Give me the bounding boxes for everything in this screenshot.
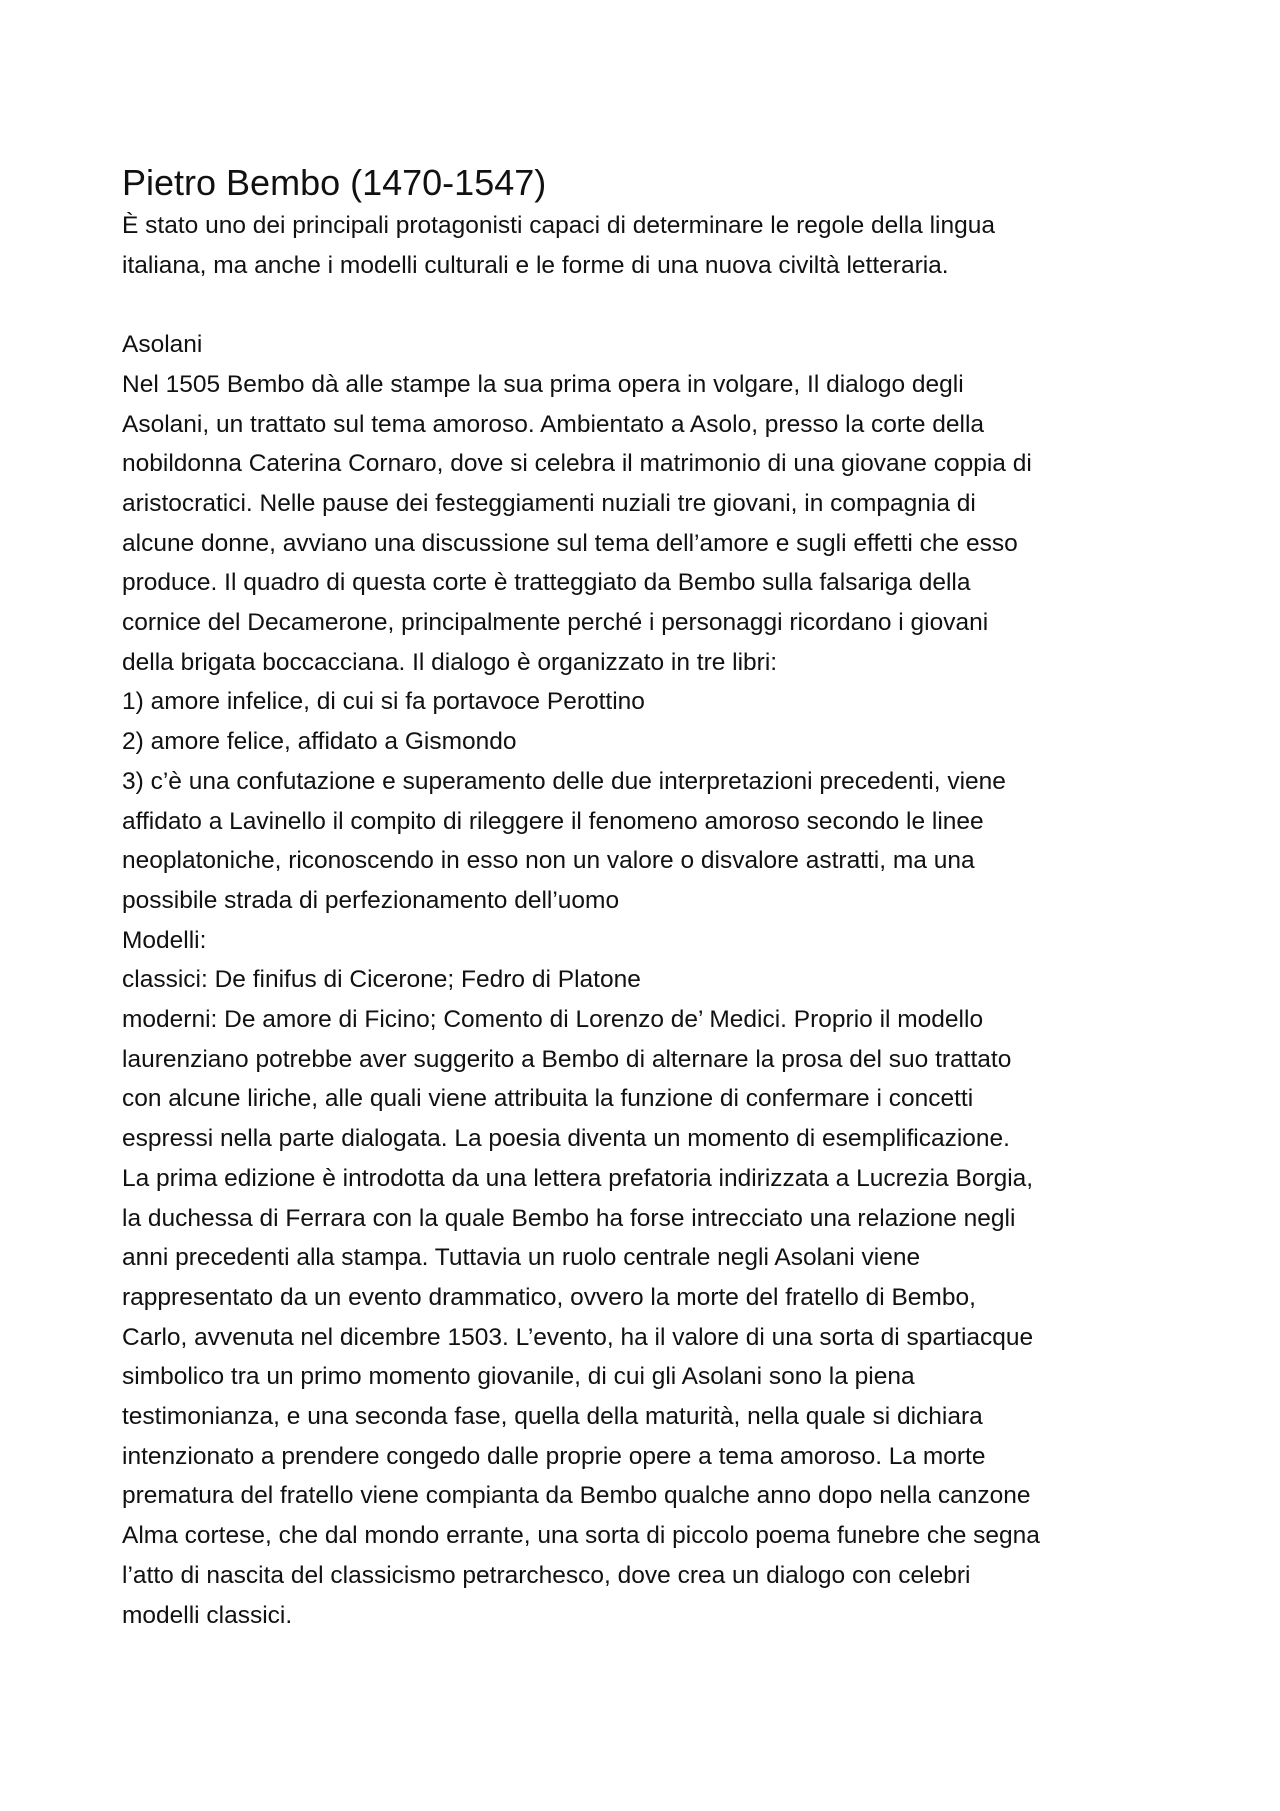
paragraph-line: nobildonna Caterina Cornaro, dove si celebra il matrimonio di una giovane coppia di [122, 450, 1032, 478]
intro-line: È stato uno dei principali protagonisti capaci di determinare le regole della lingua [122, 212, 996, 239]
paragraph-line: modelli classici. [122, 1601, 293, 1629]
paragraph-line: produce. Il quadro di questa corte è tratteggiato da Bembo sulla falsariga della [122, 569, 971, 597]
paragraph-line: laurenziano potrebbe aver suggerito a Bembo di alternare la prosa del suo trattato [122, 1045, 1012, 1073]
blank-line [122, 285, 1167, 325]
paragraph-line: intenzionato a prendere congedo dalle proprie opere a tema amoroso. La morte [122, 1442, 986, 1470]
paragraph-line: della brigata boccacciana. Il dialogo è organizzato in tre libri: [122, 648, 778, 676]
paragraph-line: anni precedenti alla stampa. Tuttavia un ruolo centrale negli Asolani viene [122, 1244, 921, 1272]
paragraph-line: la duchessa di Ferrara con la quale Bembo ha forse intrecciato una relazione negli [122, 1204, 1016, 1232]
intro-line: italiana, ma anche i modelli culturali e le forme di una nuova civiltà letteraria. [122, 251, 949, 279]
paragraph-line: Nel 1505 Bembo dà alle stampe la sua prima opera in volgare, Il dialogo degli [122, 370, 964, 398]
subheading-line: Modelli: [122, 926, 207, 954]
paragraph-line: alcune donne, avviano una discussione sul tema dell’amore e sugli effetti che esso [122, 529, 1018, 557]
paragraph-line: neoplatoniche, riconoscendo in esso non un valore o disvalore astratti, ma una [122, 847, 975, 875]
paragraph-line: La prima edizione è introdotta da una lettera prefatoria indirizzata a Lucrezia Borgia, [122, 1164, 1034, 1192]
list-item: 3) c’è una confutazione e superamento delle due interpretazioni precedenti, viene [122, 767, 1006, 795]
paragraph-line: rappresentato da un evento drammatico, ovvero la morte del fratello di Bembo, [122, 1283, 976, 1311]
page-title: Pietro Bembo (1470-1547) [122, 162, 547, 203]
paragraph-line: possibile strada di perfezionamento dell’uomo [122, 886, 620, 914]
paragraph-line: affidato a Lavinello il compito di rileggere il fenomeno amoroso secondo le linee [122, 807, 984, 835]
paragraph-line: l’atto di nascita del classicismo petrarchesco, dove crea un dialogo con celebri [122, 1561, 971, 1589]
paragraph-line: simbolico tra un primo momento giovanile, di cui gli Asolani sono la piena [122, 1363, 915, 1391]
section-heading: Asolani [122, 331, 203, 359]
list-item: 2) amore felice, affidato a Gismondo [122, 728, 517, 756]
paragraph-line: classici: De finifus di Cicerone; Fedro di Platone [122, 966, 641, 994]
paragraph-line: con alcune liriche, alle quali viene attribuita la funzione di confermare i concetti [122, 1085, 974, 1113]
paragraph-line: Carlo, avvenuta nel dicembre 1503. L’evento, ha il valore di una sorta di spartiacque [122, 1323, 1034, 1351]
paragraph-line: moderni: De amore di Ficino; Comento di Lorenzo de’ Medici. Proprio il modello [122, 1006, 984, 1034]
paragraph-line: aristocratici. Nelle pause dei festeggiamenti nuziali tre giovani, in compagnia di [122, 489, 976, 517]
paragraph-line: prematura del fratello viene compianta da Bembo qualche anno dopo nella canzone [122, 1482, 1031, 1510]
paragraph-block [122, 365, 1167, 1636]
paragraph-line: cornice del Decamerone, principalmente perché i personaggi ricordano i giovani [122, 609, 989, 637]
list-item: 1) amore infelice, di cui si fa portavoce Perottino [122, 688, 645, 716]
paragraph-line: espressi nella parte dialogata. La poesia diventa un momento di esemplificazione. [122, 1125, 1010, 1153]
paragraph-line: Asolani, un trattato sul tema amoroso. Ambientato a Asolo, presso la corte della [122, 410, 985, 438]
document-body [122, 160, 1167, 1635]
paragraph-line: testimonianza, e una seconda fase, quella della maturità, nella quale si dichiara [122, 1403, 983, 1431]
paragraph-line: Alma cortese, che dal mondo errante, una sorta di piccolo poema funebre che segna [122, 1522, 1040, 1550]
